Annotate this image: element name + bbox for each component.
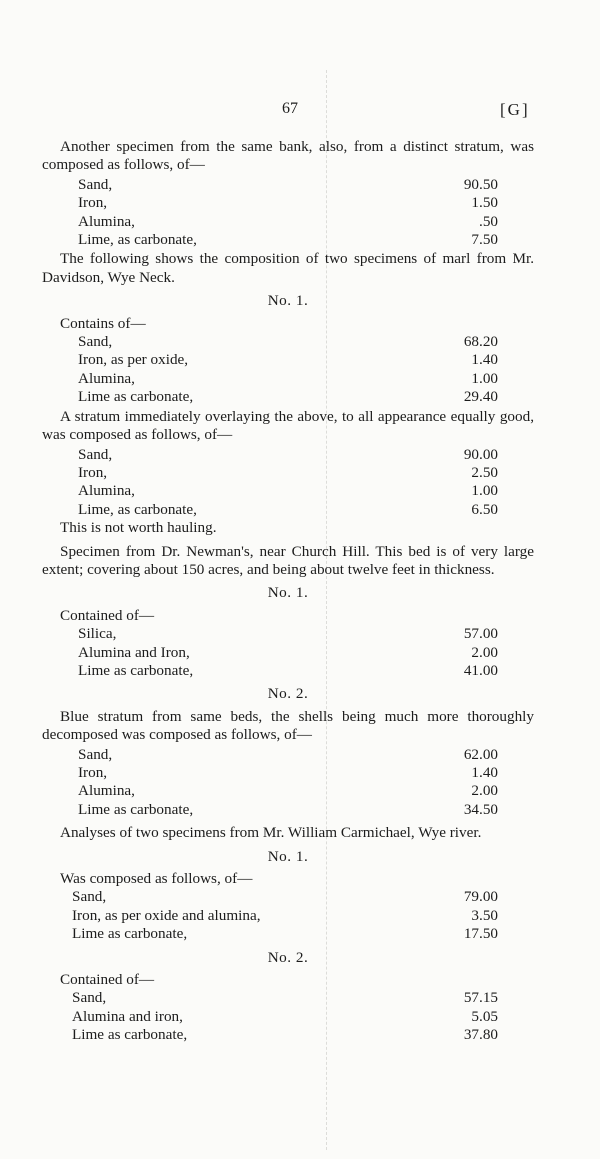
row-value: 7.50 bbox=[471, 231, 498, 249]
row-label: Silica, bbox=[78, 625, 117, 643]
table-row bbox=[42, 907, 534, 925]
row-value: 34.50 bbox=[463, 800, 498, 818]
row-label: Alumina, bbox=[78, 369, 135, 387]
table-row bbox=[42, 231, 534, 249]
paragraph: The following shows the composition of two specimens of marl from Mr. Davidson, Wye Neck. bbox=[42, 250, 534, 286]
table-row bbox=[42, 644, 534, 662]
table-row bbox=[42, 482, 534, 500]
specimen-heading: No. 2. bbox=[267, 685, 309, 703]
row-value: 6.50 bbox=[471, 500, 498, 518]
table-row bbox=[42, 746, 534, 764]
row-value: 5.05 bbox=[471, 1007, 498, 1025]
table-intro: Contained of— bbox=[60, 606, 155, 624]
composition-table bbox=[42, 746, 534, 820]
section-5 bbox=[42, 708, 534, 819]
section-1 bbox=[42, 138, 534, 249]
row-value: 1.00 bbox=[471, 369, 498, 387]
row-value: 79.00 bbox=[463, 888, 498, 906]
table-row bbox=[42, 1008, 534, 1026]
row-label: Iron, bbox=[78, 764, 108, 781]
table-row bbox=[42, 213, 534, 231]
row-value: 1.00 bbox=[471, 482, 498, 500]
row-label: Iron, as per oxide, bbox=[78, 351, 189, 369]
row-value: 62.00 bbox=[463, 745, 498, 763]
table-row bbox=[42, 370, 534, 388]
row-label: Lime as carbonate, bbox=[78, 661, 194, 679]
row-label: Iron, bbox=[78, 194, 108, 212]
composition-table bbox=[42, 176, 534, 250]
row-value: 57.15 bbox=[463, 989, 498, 1007]
composition-table bbox=[42, 888, 534, 943]
section-4 bbox=[42, 543, 534, 704]
page-number: 67 bbox=[282, 100, 298, 117]
row-value: 2.00 bbox=[471, 782, 498, 800]
composition-table bbox=[42, 625, 534, 680]
specimen-heading: No. 1. bbox=[267, 584, 309, 602]
composition-table bbox=[42, 446, 534, 520]
table-row bbox=[42, 764, 534, 782]
row-label: Sand, bbox=[78, 333, 113, 351]
table-row bbox=[42, 333, 534, 351]
row-value: 29.40 bbox=[463, 388, 498, 406]
table-row bbox=[42, 464, 534, 482]
row-value: 57.00 bbox=[463, 625, 498, 643]
specimen-heading: No. 2. bbox=[267, 948, 309, 966]
table-row bbox=[42, 888, 534, 906]
row-value: 1.40 bbox=[471, 351, 498, 369]
table-intro: Was composed as follows, of— bbox=[60, 870, 253, 888]
table-row bbox=[42, 194, 534, 212]
table-row bbox=[42, 1026, 534, 1044]
table-intro: Contains of— bbox=[60, 314, 146, 332]
row-label: Sand, bbox=[72, 989, 107, 1007]
row-label: Lime, as carbonate, bbox=[78, 231, 197, 249]
paragraph: Blue stratum from same beds, the shells being much more thoroughly decomposed was composed as follows, of— bbox=[42, 707, 534, 744]
row-label: Lime as carbonate, bbox=[78, 800, 194, 818]
page-header bbox=[0, 100, 600, 124]
row-label: Lime as carbonate, bbox=[72, 925, 188, 943]
row-value: .50 bbox=[479, 212, 498, 230]
table-row bbox=[42, 388, 534, 406]
page-body bbox=[42, 137, 534, 1045]
row-value: 2.00 bbox=[471, 643, 498, 661]
row-label: Iron, as per oxide and alumina, bbox=[72, 906, 261, 924]
table-row bbox=[42, 925, 534, 943]
section-3 bbox=[42, 408, 534, 538]
table-row bbox=[42, 662, 534, 680]
paragraph: Another specimen from the same bank, also, from a distinct stratum, was composed as follows, of— bbox=[42, 138, 534, 174]
specimen-heading: No. 1. bbox=[267, 292, 309, 310]
note-text: This is not worth hauling. bbox=[60, 519, 217, 537]
table-intro: Contained of— bbox=[60, 971, 155, 989]
row-label: Sand, bbox=[78, 175, 113, 193]
specimen-heading: No. 1. bbox=[267, 847, 309, 865]
row-label: Lime, as carbonate, bbox=[78, 500, 197, 518]
row-label: Alumina, bbox=[78, 212, 135, 230]
table-row bbox=[42, 176, 534, 194]
section-2 bbox=[42, 250, 534, 406]
row-label: Sand, bbox=[78, 445, 113, 463]
table-row bbox=[42, 446, 534, 464]
row-label: Alumina, bbox=[78, 482, 135, 500]
paragraph: A stratum immediately overlaying the above, to all appearance equally good, was composed as follows, of— bbox=[42, 407, 534, 444]
row-label: Alumina, bbox=[78, 782, 135, 800]
row-label: Sand, bbox=[78, 745, 113, 763]
row-value: 90.00 bbox=[463, 445, 498, 463]
row-label: Lime as carbonate, bbox=[72, 1026, 188, 1044]
row-value: 3.50 bbox=[471, 906, 498, 924]
row-value: 1.40 bbox=[471, 764, 498, 781]
row-label: Lime as carbonate, bbox=[78, 388, 194, 406]
table-row bbox=[42, 989, 534, 1007]
row-label: Sand, bbox=[72, 888, 107, 906]
row-value: 37.80 bbox=[463, 1026, 498, 1044]
row-label: Iron, bbox=[78, 463, 108, 481]
row-value: 17.50 bbox=[463, 925, 498, 943]
composition-table bbox=[42, 989, 534, 1044]
row-label: Alumina and Iron, bbox=[78, 643, 190, 661]
composition-table bbox=[42, 333, 534, 407]
row-value: 41.00 bbox=[463, 661, 498, 679]
row-value: 1.50 bbox=[471, 194, 498, 212]
row-value: 2.50 bbox=[471, 463, 498, 481]
table-row bbox=[42, 501, 534, 519]
row-value: 90.50 bbox=[463, 175, 498, 193]
row-value: 68.20 bbox=[463, 333, 498, 351]
paragraph: Analyses of two specimens from Mr. William Carmichael, Wye river. bbox=[60, 824, 482, 842]
row-label: Alumina and iron, bbox=[72, 1007, 183, 1025]
paragraph: Specimen from Dr. Newman's, near Church Hill. This bed is of very large extent; covering about 150 acres, and being about twelve feet in thickness. bbox=[42, 542, 534, 578]
section-6 bbox=[42, 824, 534, 1044]
signature-mark: [G] bbox=[500, 100, 530, 119]
table-row bbox=[42, 782, 534, 800]
table-row bbox=[42, 625, 534, 643]
table-row bbox=[42, 351, 534, 369]
table-row bbox=[42, 801, 534, 819]
